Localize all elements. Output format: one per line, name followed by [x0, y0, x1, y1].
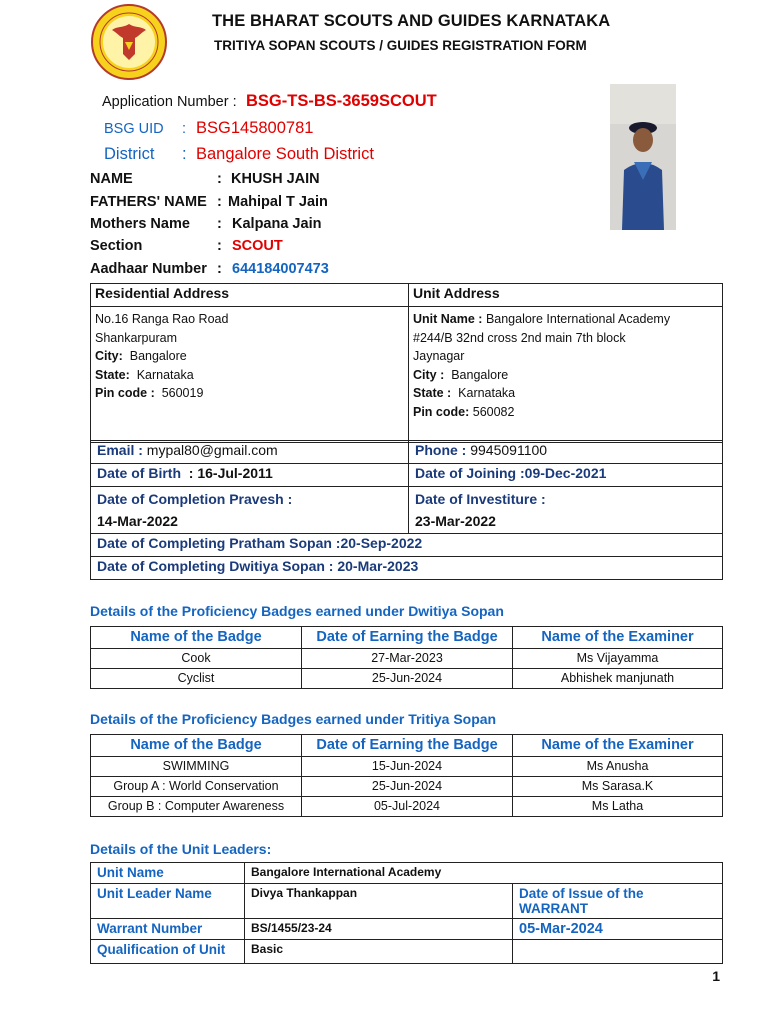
- residential-address-cell: [91, 307, 409, 443]
- col-examiner: Name of the Examiner: [513, 627, 723, 649]
- col-examiner: Name of the Examiner: [513, 735, 723, 757]
- unit-city: City : Bangalore: [413, 367, 509, 382]
- col-badge-name: Name of the Badge: [91, 627, 302, 649]
- residential-address-header: Residential Address: [91, 284, 409, 307]
- application-number-label: Application Number :: [102, 94, 237, 110]
- qualification-label: Qualification of Unit: [91, 940, 245, 964]
- unit-address-cell: [409, 307, 723, 443]
- res-state: State: Karnataka: [95, 367, 194, 382]
- district-label: District: [104, 145, 155, 163]
- unit-name-label: Unit Name: [91, 863, 245, 884]
- res-line1: No.16 Ranga Rao Road: [95, 312, 229, 326]
- father-label: FATHERS' NAME: [90, 194, 207, 210]
- section-value: SCOUT: [232, 238, 283, 254]
- name-row: NAME : KHUSH JAIN: [90, 171, 320, 187]
- unit-name-value: Bangalore International Academy: [245, 863, 723, 884]
- table-row: Group B : Computer Awareness 05-Jul-2024 Ms Latha: [91, 797, 723, 817]
- unit-address-header: Unit Address: [409, 284, 723, 307]
- doj-cell: Date of Joining :09-Dec-2021: [409, 464, 723, 487]
- phone-value: 9945091100: [470, 442, 548, 458]
- father-value: Mahipal T Jain: [228, 194, 328, 210]
- unit-leader-value: Divya Thankappan: [245, 884, 513, 919]
- pravesh-cell: Date of Completion Pravesh : 14-Mar-2022: [91, 487, 409, 534]
- dwitiya-sopan-cell: Date of Completing Dwitiya Sopan : 20-Mar-2023: [91, 557, 723, 580]
- investiture-value: 23-Mar-2022: [415, 513, 496, 529]
- aadhaar-value: 644184007473: [232, 261, 329, 277]
- district-value: Bangalore South District: [196, 145, 374, 163]
- pratham-sopan-cell: Date of Completing Pratham Sopan :20-Sep-2022: [91, 534, 723, 557]
- section-label: Section: [90, 238, 143, 254]
- address-table: [90, 283, 723, 443]
- warrant-number-value: BS/1455/23-24: [245, 919, 513, 940]
- aadhaar-row: Aadhaar Number : 644184007473: [90, 261, 329, 277]
- pravesh-value: 14-Mar-2022: [97, 513, 178, 529]
- name-label: NAME: [90, 171, 133, 187]
- qualification-value: Basic: [245, 940, 513, 964]
- warrant-number-label: Warrant Number: [91, 919, 245, 940]
- col-badge-name: Name of the Badge: [91, 735, 302, 757]
- email-cell: Email : mypal80@gmail.com: [91, 441, 409, 464]
- unit-leader-label: Unit Leader Name: [91, 884, 245, 919]
- dwitiya-badges-table: [90, 626, 723, 689]
- unit-leaders-table: [90, 862, 723, 964]
- form-subtitle: TRITIYA SOPAN SCOUTS / GUIDES REGISTRATION FORM: [214, 38, 587, 53]
- bsg-uid-label: BSG UID: [104, 121, 164, 137]
- dates-table: [90, 440, 723, 580]
- phone-cell: Phone : 9945091100: [409, 441, 723, 464]
- mother-label: Mothers Name: [90, 216, 190, 232]
- empty-cell: [513, 940, 723, 964]
- father-row: FATHERS' NAME : Mahipal T Jain: [90, 194, 328, 210]
- table-row: Cook 27-Mar-2023 Ms Vijayamma: [91, 649, 723, 669]
- bsg-uid-value: BSG145800781: [196, 119, 314, 137]
- page-number: 1: [712, 968, 720, 984]
- dwitiya-badges-heading: Details of the Proficiency Badges earned under Dwitiya Sopan: [90, 603, 504, 619]
- bsg-uid-colon: :: [182, 121, 187, 137]
- res-line2: Shankarpuram: [95, 330, 177, 345]
- warrant-issue-label: Date of Issue of the WARRANT: [513, 884, 723, 919]
- unit-line1: #244/B 32nd cross 2nd main 7th block: [413, 330, 626, 345]
- unit-pin: Pin code: 560082: [413, 404, 515, 419]
- tritiya-badges-table: [90, 734, 723, 817]
- unit-leaders-heading: Details of the Unit Leaders:: [90, 841, 272, 857]
- mother-row: Mothers Name : Kalpana Jain: [90, 216, 322, 232]
- email-value: mypal80@gmail.com: [146, 442, 278, 458]
- district-colon: :: [182, 145, 187, 163]
- bsg-emblem-logo: [90, 2, 168, 82]
- col-earning-date: Date of Earning the Badge: [302, 627, 513, 649]
- name-value: KHUSH JAIN: [231, 171, 320, 187]
- section-row: Section : SCOUT: [90, 238, 283, 254]
- applicant-photo: [610, 84, 676, 230]
- col-earning-date: Date of Earning the Badge: [302, 735, 513, 757]
- tritiya-badges-heading: Details of the Proficiency Badges earned under Tritiya Sopan: [90, 711, 497, 727]
- dob-value: : 16-Jul-2011: [188, 465, 273, 481]
- dob-cell: Date of Birth : 16-Jul-2011: [91, 464, 409, 487]
- table-row: Cyclist 25-Jun-2024 Abhishek manjunath: [91, 669, 723, 689]
- aadhaar-label: Aadhaar Number: [90, 261, 207, 277]
- organization-title: THE BHARAT SCOUTS AND GUIDES KARNATAKA: [212, 12, 611, 30]
- table-row: Group A : World Conservation 25-Jun-2024 Ms Sarasa.K: [91, 777, 723, 797]
- res-pin: Pin code : 560019: [95, 386, 204, 400]
- res-city: City: Bangalore: [95, 349, 187, 363]
- mother-value: Kalpana Jain: [232, 216, 322, 232]
- unit-name: Unit Name : Bangalore International Academy: [413, 312, 671, 326]
- unit-state: State : Karnataka: [413, 386, 516, 400]
- application-number: BSG-TS-BS-3659SCOUT: [246, 92, 437, 110]
- table-row: SWIMMING 15-Jun-2024 Ms Anusha: [91, 757, 723, 777]
- investiture-cell: Date of Investiture : 23-Mar-2022: [409, 487, 723, 534]
- unit-line2: Jaynagar: [413, 349, 465, 363]
- warrant-date-value: 05-Mar-2024: [513, 919, 723, 940]
